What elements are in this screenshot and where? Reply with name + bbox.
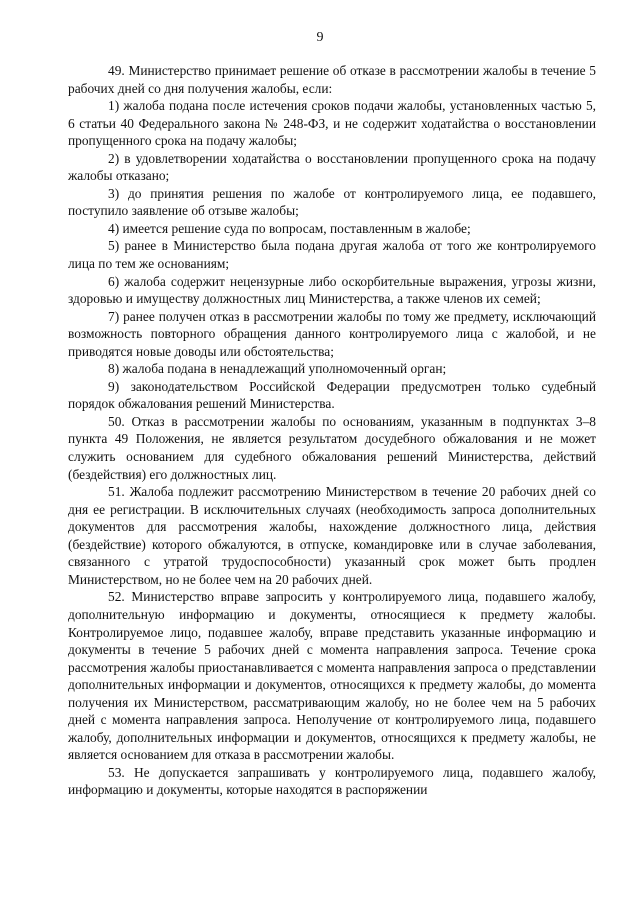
paragraph-53: 53. Не допускается запрашивать у контролируемого лица, подавшего жалобу, информацию и документы, которые находятся в распоряжении	[68, 764, 596, 798]
list-item-49-1: 1) жалоба подана после истечения сроков подачи жалобы, установленных частью 5, 6 статьи 40 Федерального закона № 248-ФЗ, и не содержит ходатайства о восстановлении пропущенного срока на подачу жалобы;	[68, 98, 596, 149]
paragraph-49: 49. Министерство принимает решение об отказе в рассмотрении жалобы в течение 5 рабочих дней со дня получения жалобы, если:	[68, 63, 596, 96]
list-item-49-9: 9) законодательством Российской Федерации предусмотрен только судебный порядок обжалования решений Министерства.	[68, 378, 596, 412]
list-item-49-3: 3) до принятия решения по жалобе от контролируемого лица, ее подавшего, поступило заявление об отзыве жалобы;	[68, 185, 596, 219]
list-item-49-7: 7) ранее получен отказ в рассмотрении жалобы по тому же предмету, исключающий возможность повторного обращения данного контролируемого лица с жалобой, и не приводятся новые доводы или обстоятельства;	[68, 308, 596, 359]
paragraph-52: 52. Министерство вправе запросить у контролируемого лица, подавшего жалобу, дополнительную информацию и документы, относящиеся к предмету жалобы. Контролируемое лицо, подавшее жалобу, вправе представить указанные информацию и документы в течение 5 рабочих дней с момента направления запроса. Течение срока рассмотрения жалобы приостанавливается с момента направления запроса о представлении дополнительных информации и документов, относящихся к предмету жалобы, до момента получения их Министерством, рассматривающим жалобу, но не более чем на 5 рабочих дней с момента направления запроса. Неполучение от контролируемого лица, подавшего жалобу, дополнительных информации и документов, относящихся к предмету жалобы, не является основанием для отказа в рассмотрении жалобы.	[68, 589, 596, 763]
list-item-49-2: 2) в удовлетворении ходатайства о восстановлении пропущенного срока на подачу жалобы отказано;	[68, 150, 596, 184]
list-item-49-8: 8) жалоба подана в ненадлежащий уполномоченный орган;	[108, 361, 447, 377]
document-body	[68, 62, 596, 799]
list-item-49-5: 5) ранее в Министерство была подана другая жалоба от того же контролируемого лица по тем же основаниям;	[68, 238, 596, 272]
list-item-49-4: 4) имеется решение суда по вопросам, поставленным в жалобе;	[108, 220, 471, 236]
paragraph-51: 51. Жалоба подлежит рассмотрению Министерством в течение 20 рабочих дней со дня ее регистрации. В исключительных случаях (необходимость запроса дополнительных документов для рассмотрения жалобы, нахождение должностного лица, действия (бездействие) которого обжалуются, в отпуске, командировке или в случае заболевания, связанного с утратой трудоспособности) указанный срок может быть продлен Министерством, но не более чем на 20 рабочих дней.	[68, 484, 596, 587]
paragraph-50: 50. Отказ в рассмотрении жалобы по основаниям, указанным в подпунктах 3–8 пункта 49 Положения, не является результатом досудебного обжалования и не может служить основанием для судебного обжалования решений Министерства, действий (бездействия) его должностных лиц.	[68, 413, 596, 482]
list-item-49-6: 6) жалоба содержит нецензурные либо оскорбительные выражения, угрозы жизни, здоровью и имуществу должностных лиц Министерства, а также членов их семей;	[68, 273, 596, 307]
page-number: 9	[316, 30, 324, 45]
